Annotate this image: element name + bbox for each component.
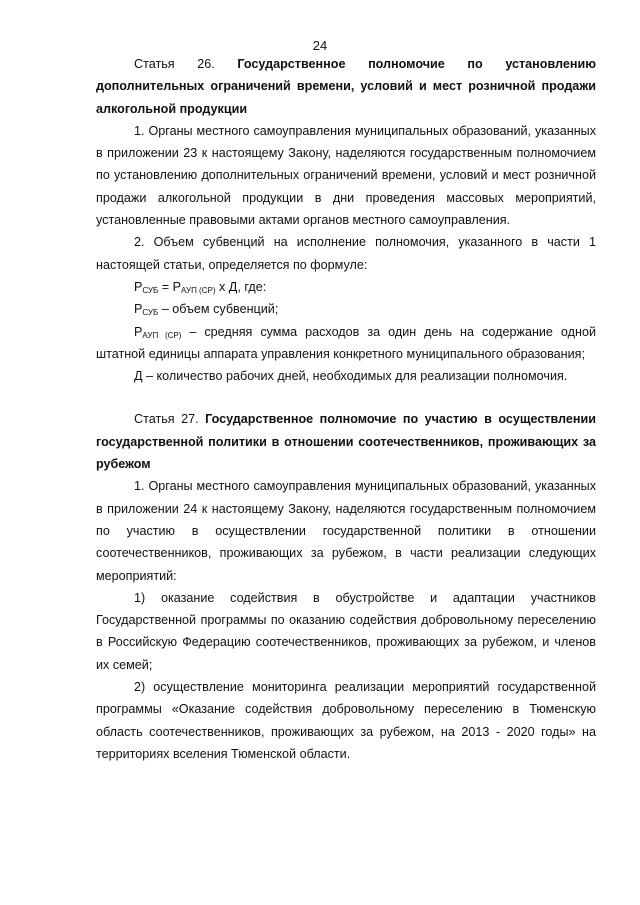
definition-average-cost-symbol: Р	[134, 324, 143, 339]
definition-average-cost-sub: АУП (СР)	[142, 330, 182, 340]
formula-equals: = Р	[158, 279, 182, 294]
article-27-title: Государственное полномочие по участию в осуществлении государственной политики в отношении соотечественников, проживающих за рубежом	[96, 412, 596, 472]
article-27-item-1: 1) оказание содействия в обустройстве и адаптации участников Государственной программы по оказанию содействия добровольному переселению в Российскую Федерацию соотечественников, проживающих за рубежом, и членов их семей;	[96, 590, 596, 672]
definition-subsidy-sub: СУБ	[142, 308, 159, 318]
formula-p-symbol: Р	[134, 279, 143, 294]
definition-average-cost-text: – средняя сумма расходов за один день на содержание одной штатной единицы аппарата управления конкретного муниципального образования;	[96, 324, 596, 361]
definition-subsidy-symbol: Р	[134, 302, 143, 317]
definition-average-cost	[96, 321, 596, 366]
article-26-title: Государственное полномочие по установлению дополнительных ограничений времени, условий и мест розничной продажи алкогольной продукции	[96, 57, 596, 116]
article-27-paragraph-1: 1. Органы местного самоуправления муниципальных образований, указанных в приложении 24 к настоящему Закону, наделяются государственным полномочием по участию в осуществлении государственной политики в отношении соотечественников, проживающих за рубежом, в части реализации следующих мероприятий:	[96, 479, 596, 583]
article-26-paragraph-2: 2. Объем субвенций на исполнение полномочия, указанного в части 1 настоящей статьи, определяется по формуле:	[96, 235, 596, 272]
article-27-item-2: 2) осуществление мониторинга реализации мероприятий государственной программы «Оказание содействия добровольному переселению в Тюменскую область соотечественников, проживающих за рубежом, на 2013 - 2020 годы» на территориях вселения Тюменской области.	[96, 680, 596, 761]
formula-sub-aup: АУП (СР)	[181, 285, 216, 295]
page-number: 24	[312, 38, 328, 53]
article-26-paragraph-1: 1. Органы местного самоуправления муниципальных образований, указанных в приложении 23 к настоящему Закону, наделяются государственным полномочием по установлению дополнительных ограничений времени, условий и мест розничной продажи алкогольной продукции в дни проведения массовых мероприятий, установленные правовыми актами органов местного самоуправления.	[96, 123, 596, 228]
definition-working-days: Д – количество рабочих дней, необходимых для реализации полномочия.	[134, 369, 568, 384]
formula-sub-sub: СУБ	[142, 285, 159, 295]
document-body	[96, 53, 596, 765]
definition-subsidy-text: – объем субвенций;	[158, 302, 279, 317]
section-spacer	[96, 387, 596, 408]
definition-subsidy	[96, 298, 596, 320]
article-27-label: Статья 27.	[134, 412, 199, 427]
subsidy-formula	[96, 276, 596, 298]
formula-rest: х Д, где:	[215, 279, 267, 294]
article-26-heading	[96, 53, 596, 120]
article-27-heading	[96, 408, 596, 475]
article-26-label: Статья 26.	[134, 57, 215, 71]
